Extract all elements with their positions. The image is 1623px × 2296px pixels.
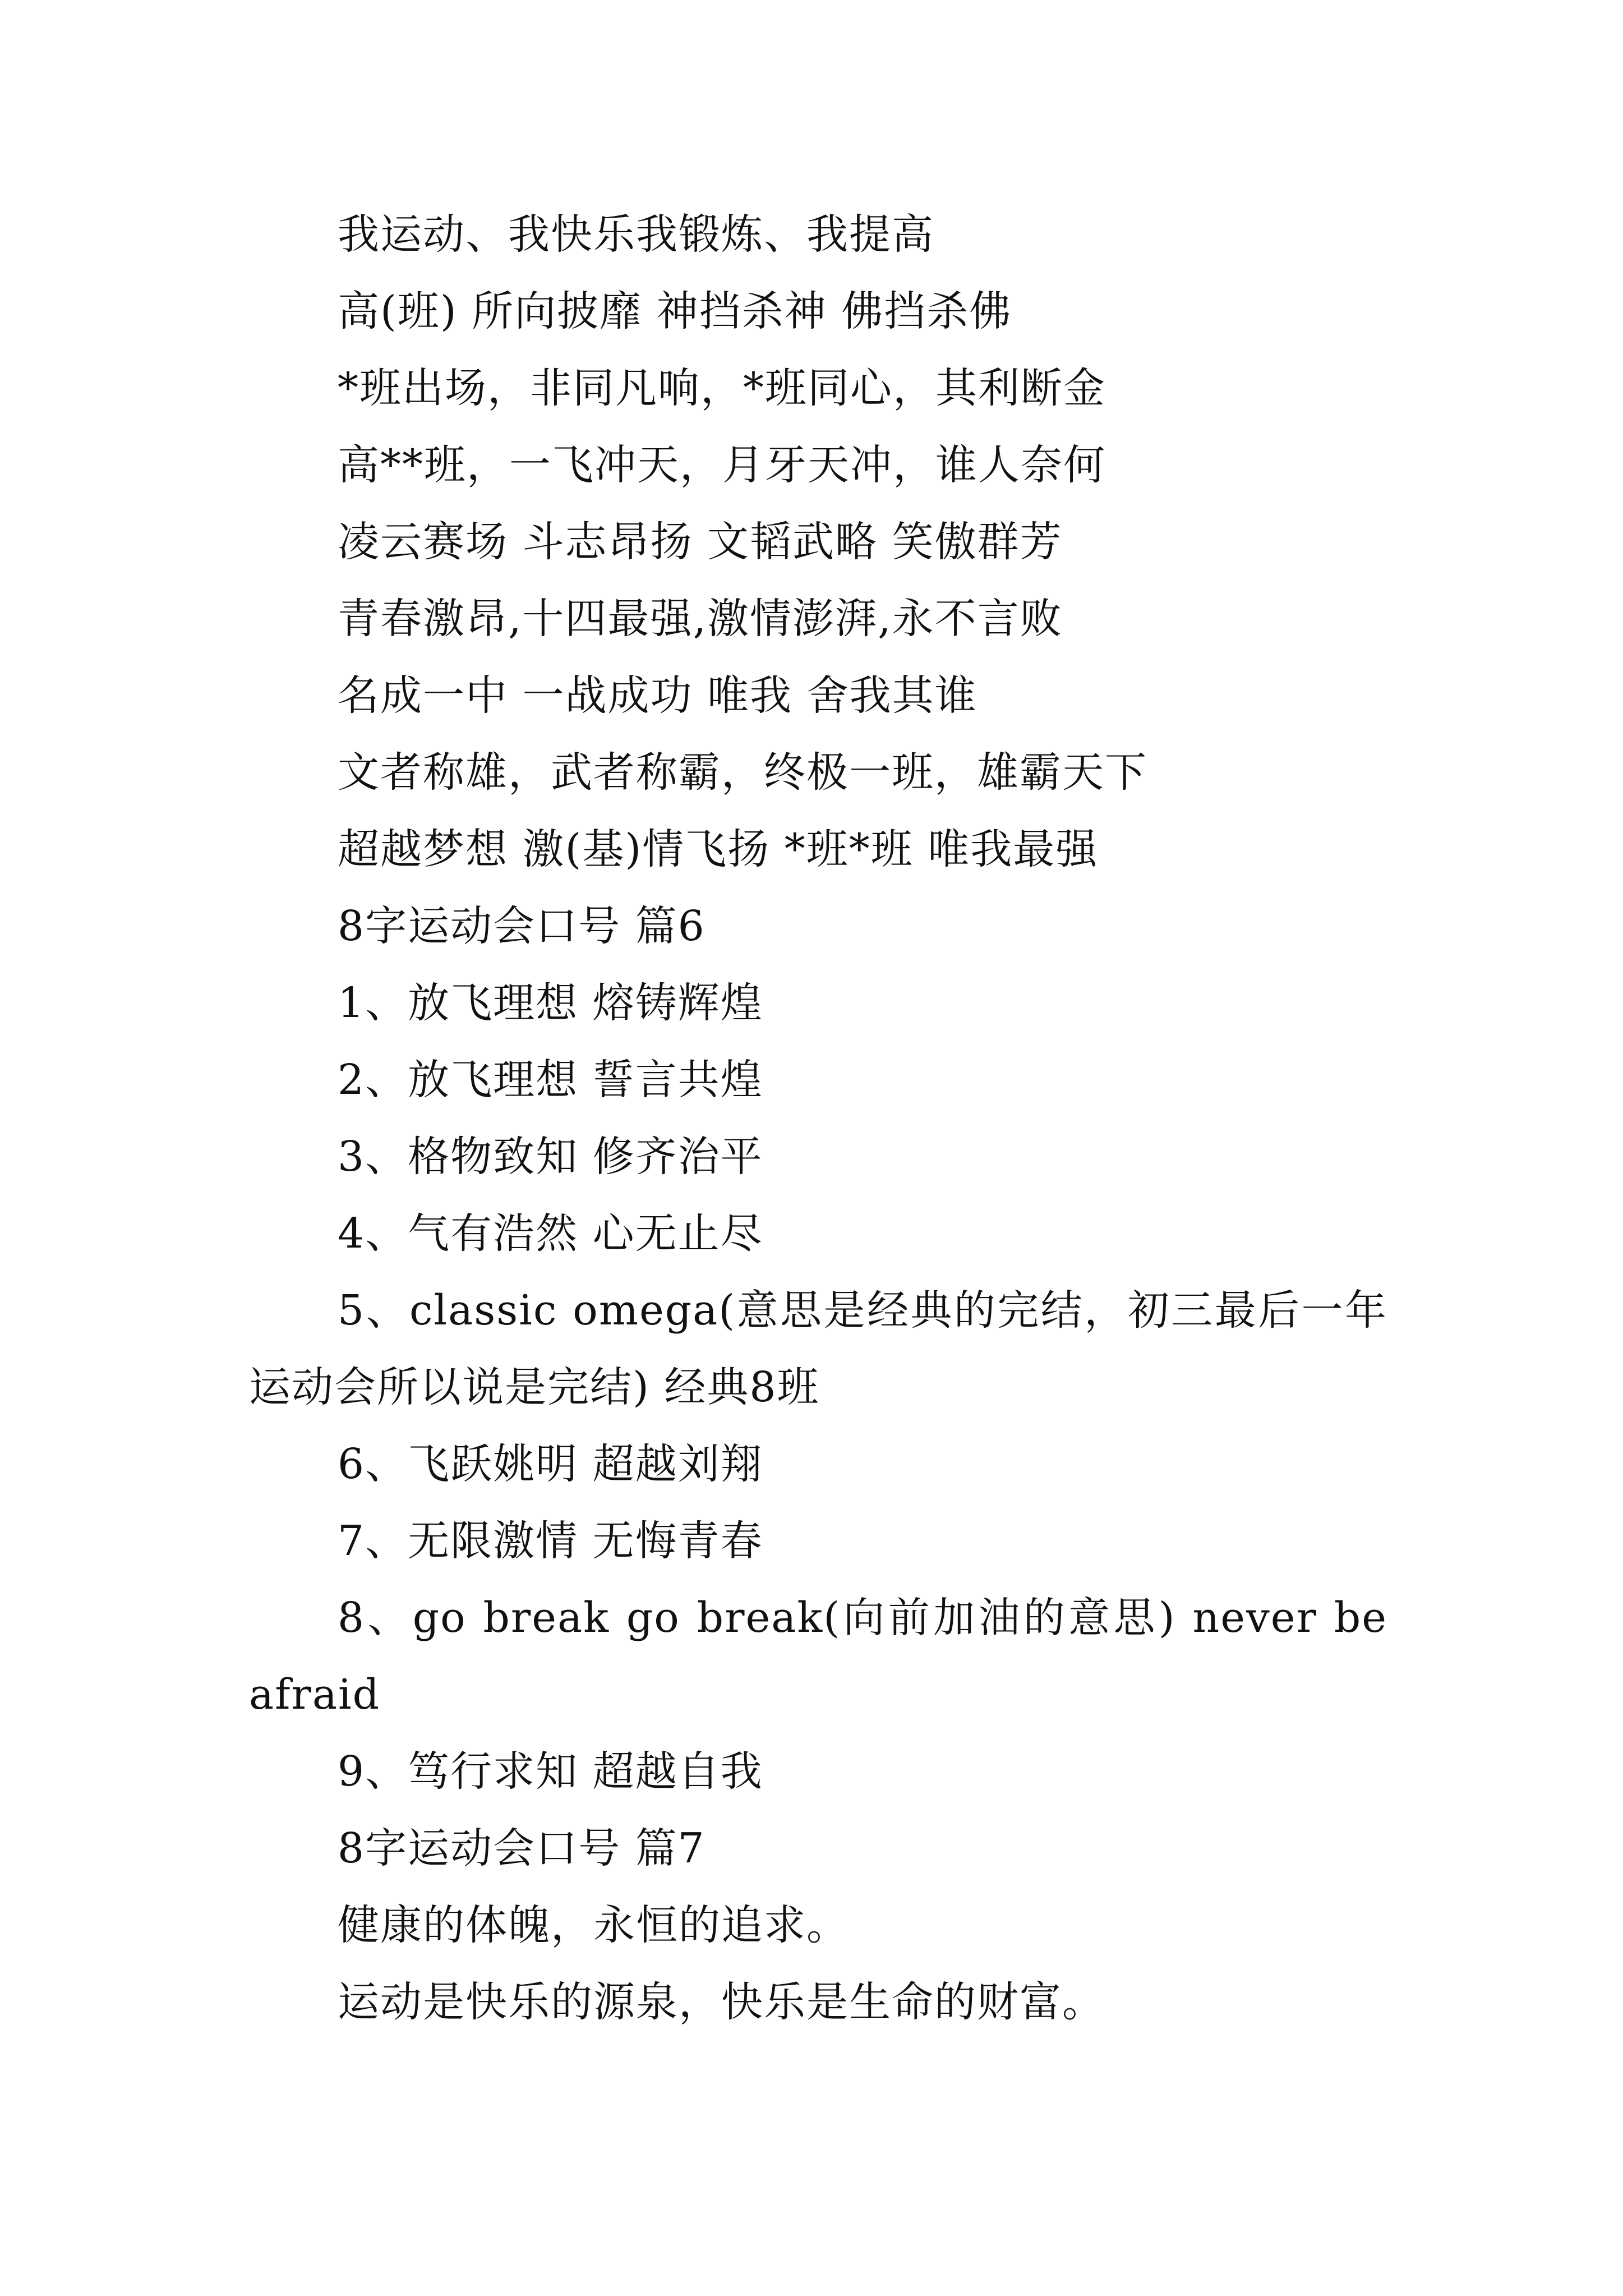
section-heading: 8字运动会口号 篇7 (338, 1824, 706, 1872)
text-line: 凌云赛场 斗志昂扬 文韬武略 笑傲群芳 (338, 518, 1063, 566)
list-item: 2、放飞理想 誓言共煌 (338, 1056, 763, 1104)
text-line: 我运动、我快乐我锻炼、我提高 (338, 210, 934, 259)
list-item: 1、放飞理想 熔铸辉煌 (338, 979, 763, 1027)
list-item: 7、无限激情 无悔青春 (338, 1517, 763, 1565)
text-line: 超越梦想 激(基)情飞扬 *班*班 唯我最强 (338, 825, 1099, 873)
text-line: 高(班) 所向披靡 神挡杀神 佛挡杀佛 (338, 287, 1012, 335)
list-item: 6、飞跃姚明 超越刘翔 (338, 1440, 763, 1488)
text-line: 健康的体魄，永恒的追求。 (338, 1901, 849, 1949)
text-line: 名成一中 一战成功 唯我 舍我其谁 (338, 671, 978, 720)
text-line: 高**班，一飞冲天，月牙天冲，谁人奈何 (338, 441, 1106, 489)
list-item: 4、气有浩然 心无止尽 (338, 1209, 763, 1258)
list-item: 9、笃行求知 超越自我 (338, 1747, 763, 1796)
section-heading: 8字运动会口号 篇6 (338, 902, 706, 950)
text-line: 文者称雄，武者称霸，终极一班，雄霸天下 (338, 748, 1147, 797)
document-body (249, 196, 1387, 2041)
text-line: 青春激昂,十四最强,激情澎湃,永不言败 (338, 595, 1063, 643)
text-line: *班出场，非同凡响，*班同心，其利断金 (338, 364, 1106, 412)
text-line: 运动是快乐的源泉，快乐是生命的财富。 (338, 1978, 1105, 2026)
list-item: 8、go break go break(向前加油的意思) never be afraid (249, 1594, 1387, 1719)
list-item: 5、classic omega(意思是经典的完结，初三最后一年运动会所以说是完结) 经典8班 (249, 1286, 1387, 1411)
list-item: 3、格物致知 修齐治平 (338, 1133, 763, 1181)
